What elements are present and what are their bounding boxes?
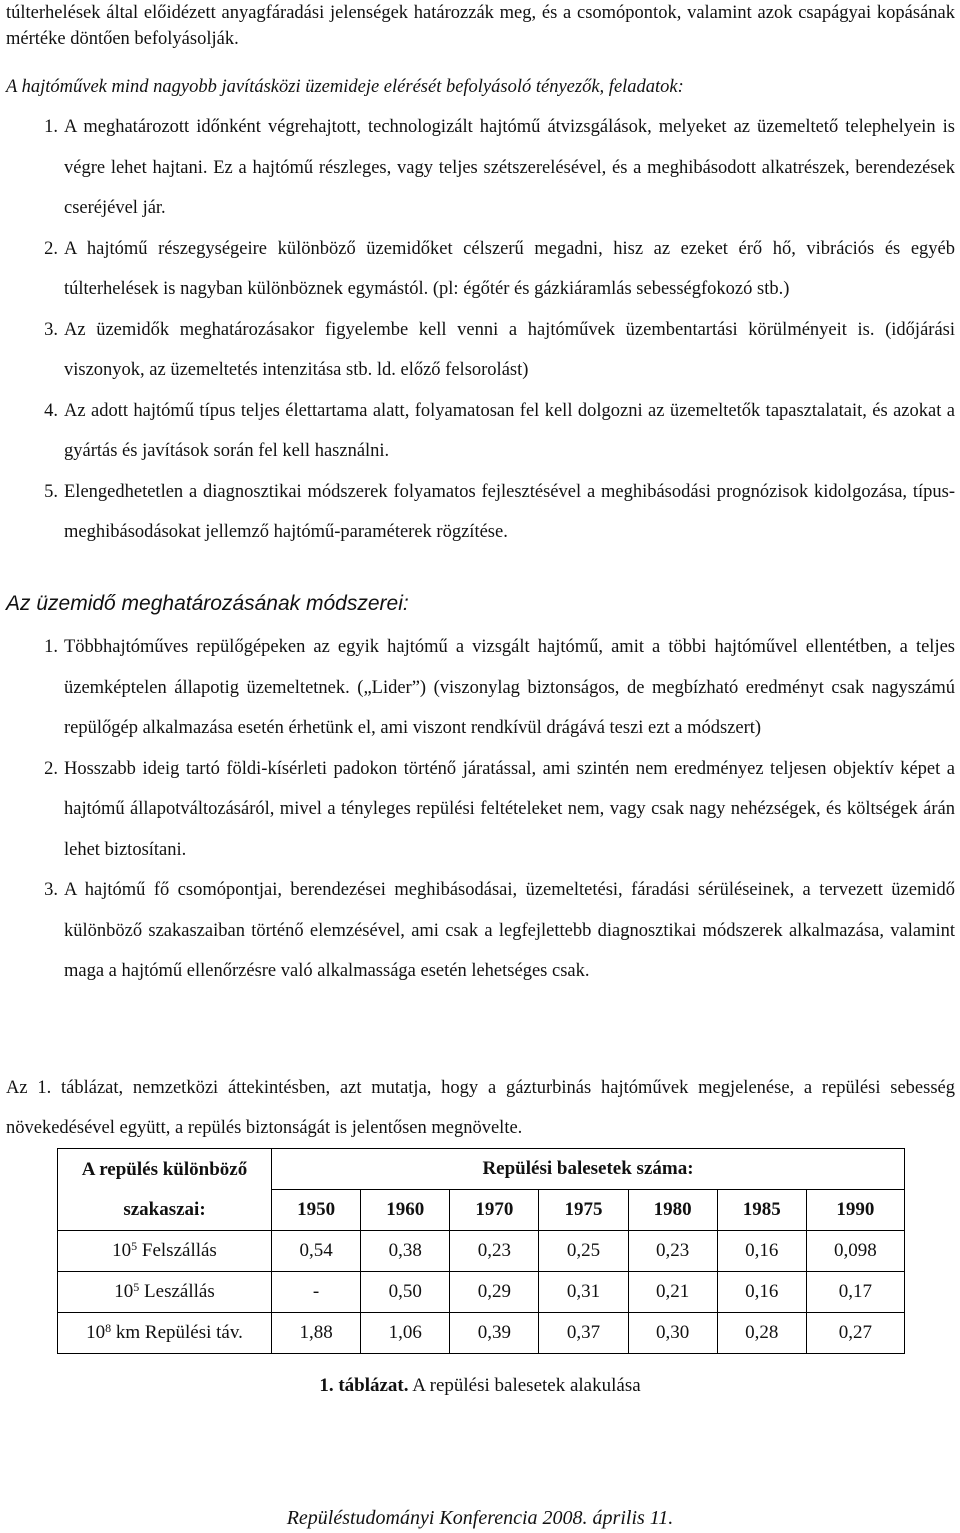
list-item: 2. A hajtómű részegységeire különböző üzemidőket célszerű megadni, hisz az ezeket érő hő, vibrációs és egyéb túlterhelések is nagyban különböznek egymástól. (pl: égőtér és gázkiáramlás sebességfokozó stb.)	[44, 238, 955, 299]
row-label: $10^8$ km Repülési táv.	[58, 1313, 272, 1354]
intro-paragraph: túlterhelések által előidézett anyagfáradási jelenségek határozzák meg, és a csomópontok, valamint azok csapágyai kopásának mértéke döntően befolyásolják.	[6, 3, 955, 49]
table-cell: 0,39	[450, 1313, 539, 1354]
table-row	[58, 1313, 905, 1354]
group-header: Repülési balesetek száma:	[272, 1149, 905, 1190]
table-header-row	[58, 1149, 905, 1190]
table-cell: 0,28	[717, 1313, 806, 1354]
list-item: 1. A meghatározott időnként végrehajtott, technologizált hajtómű átvizsgálások, melyeket az üzemeltető telephelyein is végre lehet hajtani. Ez a hajtómű részleges, vagy teljes szétszerelésével, és a meghibásodott alkatrészek, berendezések cseréjével jár.	[44, 117, 955, 218]
table-cell: 0,27	[806, 1313, 904, 1354]
tasks-list	[6, 107, 955, 553]
year-header: 1990	[806, 1190, 904, 1231]
table-cell: 0,17	[806, 1272, 904, 1313]
list-item: 1. Többhajtóműves repülőgépeken az egyik hajtómű a vizsgált hajtómű, amit a többi hajtóművel ellentétben, a teljes üzemképtelen állapotig üzemeltetnek. („Lider”) (viszonylag biztonságos, de megbízható eredményt csak nagyszámú repülőgép alkalmazása esetén érhetünk el, ami viszont rendkívül drágává teszi ezt a módszert)	[44, 637, 955, 738]
tasks-intro: A hajtóművek mind nagyobb javításközi üzemideje elérését befolyásoló tényezők, feladatok:	[6, 77, 684, 97]
table-cell: 0,25	[539, 1231, 628, 1272]
year-header: 1980	[628, 1190, 717, 1231]
summary-paragraph: Az 1. táblázat, nemzetközi áttekintésben, azt mutatja, hogy a gázturbinás hajtóművek megjelenése, a repülési sebesség növekedésével együtt, a repülés biztonságát is jelentősen megnövelte.	[6, 1078, 955, 1138]
phase-header: A repülés különböző szakaszai:	[58, 1149, 272, 1231]
table-cell: 0,23	[450, 1231, 539, 1272]
table-cell: 0,50	[361, 1272, 450, 1313]
year-header: 1975	[539, 1190, 628, 1231]
page-footer: Repüléstudományi Konferencia 2008. április 11.	[286, 1507, 674, 1529]
table-cell: 0,21	[628, 1272, 717, 1313]
year-header: 1950	[272, 1190, 361, 1231]
list-item: 3. Az üzemidők meghatározásakor figyelembe kell venni a hajtóművek üzembentartási körülményeit is. (időjárási viszonyok, az üzemeltetés intenzitása stb. ld. előző felsorolást)	[44, 319, 955, 380]
table-cell: 0,16	[717, 1272, 806, 1313]
list-item: 3. A hajtómű fő csomópontjai, berendezései meghibásodásai, üzemeltetési, fáradási sérüléseinek, a tervezett üzemidő különböző szakaszaiban történő elemzésével, ami csak a legfejlettebb diagnosztikai módszerek alkalmazása, valamint maga a hajtómű ellenőrzésre való alkalmassága esetén lehetséges csak.	[44, 880, 955, 981]
table-cell: 0,31	[539, 1272, 628, 1313]
year-header: 1960	[361, 1190, 450, 1231]
table-cell: 0,38	[361, 1231, 450, 1272]
list-item: 4. Az adott hajtómű típus teljes élettartama alatt, folyamatosan fel kell dolgozni az üzemeltetők tapasztalatait, és azokat a gyártás és javítások során fel kell használni.	[44, 400, 955, 461]
accident-table	[57, 1148, 905, 1354]
table-cell: 0,098	[806, 1231, 904, 1272]
row-label: $10^5$ Leszállás	[58, 1272, 272, 1313]
table-cell: 1,88	[272, 1313, 361, 1354]
list-item: 2. Hosszabb ideig tartó földi-kísérleti padokon történő járatással, ami szintén nem eredményez teljesen objektív képet a hajtómű állapotváltozásáról, mivel a tényleges repülési feltételeket nem, vagy csak nagy nehézségek, és költségek árán lehet biztosítani.	[44, 758, 955, 860]
table-cell: 1,06	[361, 1313, 450, 1354]
table-cell: 0,23	[628, 1231, 717, 1272]
table-cell: 0,16	[717, 1231, 806, 1272]
table-cell: 0,37	[539, 1313, 628, 1354]
year-header: 1970	[450, 1190, 539, 1231]
year-header: 1985	[717, 1190, 806, 1231]
list-item: 5. Elengedhetetlen a diagnosztikai módszerek folyamatos fejlesztésével a meghibásodási prognózisok kidolgozása, típus-meghibásodásokat jellemző hajtómű-paraméterek rögzítése.	[44, 481, 955, 542]
table-cell: 0,29	[450, 1272, 539, 1313]
table-cell: -	[272, 1272, 361, 1313]
section-heading: Az üzemidő meghatározásának módszerei:	[6, 592, 409, 615]
table-row	[58, 1272, 905, 1313]
table-caption: 1. táblázat. A repülési balesetek alakulása	[319, 1375, 641, 1396]
table-row	[58, 1231, 905, 1272]
table-cell: 0,30	[628, 1313, 717, 1354]
table-cell: 0,54	[272, 1231, 361, 1272]
methods-list	[6, 627, 955, 992]
row-label: $10^5$ Felszállás	[58, 1231, 272, 1272]
